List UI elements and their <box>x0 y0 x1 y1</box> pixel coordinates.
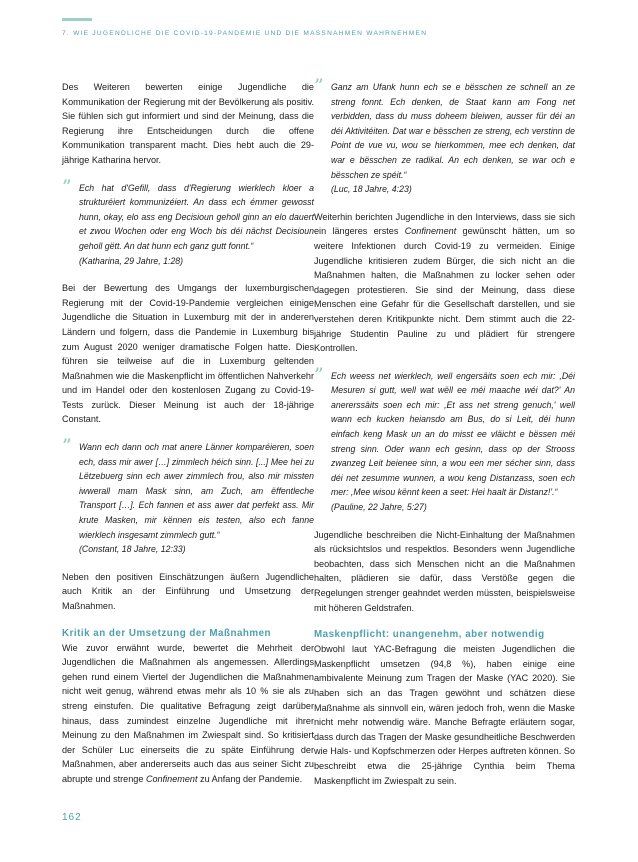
quote-mark-icon: ” <box>314 363 324 386</box>
paragraph: Obwohl laut YAC-Befragung die meisten Jugendlichen die Maskenpflicht umsetzen (94,8 %), haben einige eine ambivalente Meinung zum Tragen der Maske (YAC 2020). Sie haben sich an das Tragen gewöhnt und schätzen diese Maßnahme als sinnvoll ein, wären jedoch froh, wenn die Maske nicht mehr notwendig wäre. Manche Befragte erläutern sogar, dass durch das Tragen der Maske gesundheitliche Beschwerden wie Hals- und Kopfschmerzen oder Herpes auftreten können. So beschreibt etwa die 25-jährige Cynthia beim Thema Maskenpflicht im Zwiespalt zu sein. <box>314 644 575 786</box>
quote-citation: (Katharina, 29 Jahre, 1:28) <box>79 255 184 266</box>
emphasis-term: Confinement <box>404 226 457 237</box>
paragraph <box>62 641 314 787</box>
section-heading: Maskenpflicht: unangenehm, aber notwendig <box>314 629 545 641</box>
quote-mark-icon: ” <box>62 175 72 198</box>
header-accent-bar <box>62 18 92 21</box>
paragraph-text: Weiterhin berichten Jugendliche in den Interviews, dass sie sich ein längeres erstes <box>314 211 575 237</box>
paragraph <box>314 210 575 356</box>
page-number: 162 <box>62 812 82 823</box>
quote-citation: (Constant, 18 Jahre, 12:33) <box>79 544 186 555</box>
quote-text: Wann ech dann och mat anere Länner komparéieren, soen ech, dass mir awer […] zimmlech héich sinn. [...] Mee hei zu Lëtzebuerg sinn ech awer zimmlech frou, also mir missten iwwerall mam Mask sinn, am Zuch, am ëffentleche Transport […]. Ech fannen et ass awer dat perfekt ass. Mir krute Masken, mir kënnen eis testen, also ech fanne wierklech insgesamt zimmlech gutt.“ <box>79 442 314 540</box>
paragraph: Jugendliche beschreiben die Nicht-Einhaltung der Maßnahmen als rücksichtslos und respektlos. Besonders wenn Jugendliche beobachten, dass sich Menschen nicht an die Maßnahmen halten, plädieren sie dafür, dass Verstöße gegen die Regelungen strenger geahndet werden müssten, beispielsweise mit höheren Geldstrafen. <box>314 529 575 613</box>
interview-quote <box>62 435 314 557</box>
right-column <box>314 75 575 801</box>
quote-text: Ech hat d'Gefill, dass d'Regierung wierklech kloer a strukturéiert kommunizéiert. An dass ech émmer gewosst hunn, okay, elo ass eng Decisioun geholl ginn an elo dauert et zwou Wochen oder eng Woch bis déi nächst Decisioun geholl gëtt. An dat hunn ech ganz gutt fonnt.“ <box>79 182 314 251</box>
quote-citation: (Luc, 18 Jahre, 4:23) <box>331 184 412 195</box>
paragraph: Des Weiteren bewerten einige Jugendliche die Kommunikation der Regierung mit der Bevölkerung als positiv. Sie fühlen sich gut informiert und sind der Meinung, dass die Regierung ihre Entscheidungen durch die offene Kommunikation transparent macht. Dies hebt auch die 29-jährige Katharina hervor. <box>62 82 314 165</box>
quote-citation: (Pauline, 22 Jahre, 5:27) <box>331 502 427 513</box>
paragraph-text: gewünscht hätten, um so weitere Infektionen durch Covid-19 zu vermeiden. Einige Jugendliche kritisieren zudem Bürger, die sich nicht an die Maßnahmen halten, die Maßnahmen zu locker sehen oder dagegen protestieren. Sie sind der Meinung, dass diese Menschen eine Gefahr für die Gesellschaft darstellen, und sie verstehen deren Kritikpunkte nicht. Dem stimmt auch die 22-jährige Studentin Pauline zu und plädiert für strengere Kontrollen. <box>314 226 575 354</box>
paragraph: Bei der Bewertung des Umgangs der luxemburgischen Regierung mit der Covid-19-Pandemie vergleichen einige Jugendliche die Situation in Luxemburg mit der in anderen Ländern und folgern, dass die Pandemie in Luxemburg bis zum August 2020 weniger dramatische Folgen hatte. Dies führen sie teilweise auf die in Luxemburg geltenden Maßnahmen wie die Maskenpflicht im öffentlichen Nahverkehr und im Handel oder den kostenlosen Zugang zu Covid-19-Tests zurück. Dieser Meinung ist auch der 18-jährige Constant. <box>62 283 314 425</box>
emphasis-term: Confinement <box>145 773 198 784</box>
interview-quote <box>62 175 314 269</box>
quote-mark-icon: ” <box>314 75 324 97</box>
paragraph-text: zu Anfang der Pandemie. <box>197 773 303 784</box>
quote-text: Ech weess net wierklech, well engersäits soen ech mir: ,Déi Mesuren si gutt, well wat wëll ee méi maache wéi dat?' An anererssäits soen ech mir: ,Et ass net streng genuch,' well wann ech kucken heiansdo am Bus, do si Leit, déi hunn einfach keng Mask un an do misst ee vläicht e bëssen méi streng sinn. Oder wann ech gesinn, dass op der Strooss zwanzeg Leit beienee sinn, a wou een mer sécher sinn, dass déi net zesumme wunnen, a wou keng Distanzass, soen ech mer: ,Mee wisou kënnt keen a seet: Hei haalt är Distanz!'.“ <box>331 370 575 498</box>
left-column <box>62 80 314 800</box>
quote-text: Ganz am Ufank hunn ech se e bësschen ze schnell an ze streng fonnt. Ech denken, de Staat kann am Fong net verbidden, dass du muss doheem bleiwen, ausser für déi an déi Aktivitéiten. Dat war e bësschen ze streng, ech verstinn de Point de vue vu, wou se hierkommen, mee ech denken, dat war e bësschen ze radikal. An ech denken, se war och e bësschen ze spéit.“ <box>331 82 575 180</box>
interview-quote <box>314 75 575 197</box>
paragraph-text: Wie zuvor erwähnt wurde, bewertet die Mehrheit der Jugendlichen die Maßnahmen als angemessen. Allerdings gehen rund einem Viertel der Jugendlichen die Maßnahmen nicht weit genug, während etwas mehr als 10 % sie als zu streng einstufen. Die qualitative Befragung zeigt darüber hinaus, dass zumindest einzelne Jugendliche mit ihrer Meinung zu den Maßnahmen im Zwiespalt sind. So kritisiert der Schüler Luc einerseits die zu späte Einführung der Maßnahmen, aber andererseits auch das aus seiner Sicht zu abrupte und strenge <box>62 642 314 784</box>
section-heading: Kritik an der Umsetzung der Maßnahmen <box>62 627 272 639</box>
quote-mark-icon: ” <box>62 435 72 458</box>
paragraph: Neben den positiven Einschätzungen äußern Jugendliche auch Kritik an der Einführung und Umsetzung der Maßnahmen. <box>62 571 314 611</box>
interview-quote <box>314 363 575 515</box>
running-header: 7. WIE JUGENDLICHE DIE COVID-19-PANDEMIE UND DIE MASSNAHMEN WAHRNEHMEN <box>62 30 428 37</box>
